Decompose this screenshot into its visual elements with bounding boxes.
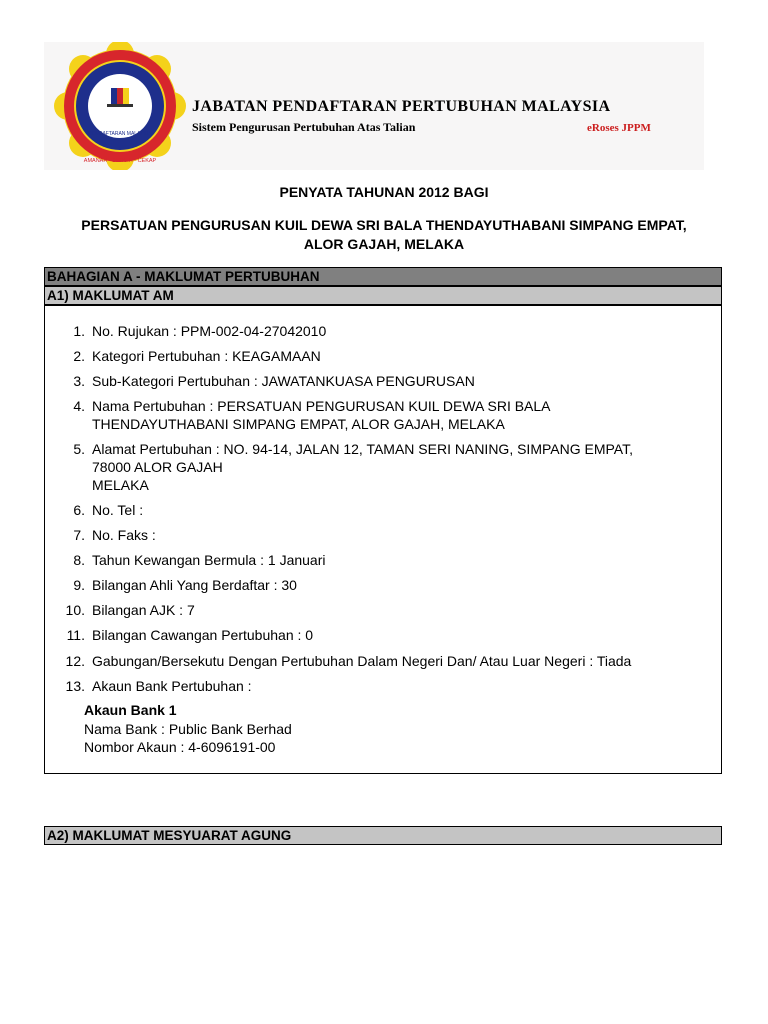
item-text: No. Faks : [92, 527, 156, 543]
item-number: 4. [73, 398, 85, 414]
item-number: 2. [73, 348, 85, 364]
header-banner [44, 42, 704, 170]
item-text: No. Tel : [92, 502, 144, 518]
item-text: Bilangan Ahli Yang Berdaftar : 30 [92, 577, 297, 593]
item-number: 1. [73, 323, 85, 339]
item-text: Akaun Bank Pertubuhan : [92, 678, 252, 694]
item-text: Bilangan Cawangan Pertubuhan : 0 [92, 627, 314, 643]
item-number: 13. [65, 678, 85, 694]
item-text: Gabungan/Bersekutu Dengan Pertubuhan Dalam Negeri Dan/ Atau Luar Negeri : Tiada [92, 653, 632, 669]
item-number: 3. [73, 373, 85, 389]
section-a1-header: A1) MAKLUMAT AM [44, 286, 722, 305]
item-text [92, 397, 707, 433]
item-text: Bilangan AJK : 7 [92, 602, 195, 618]
document-heading: PENYATA TAHUNAN 2012 BAGI [279, 184, 489, 200]
item-number: 12. [65, 653, 85, 669]
org-name: JABATAN PENDAFTARAN PERTUBUHAN MALAYSIA [192, 98, 611, 115]
item-text-line: MELAKA [92, 477, 149, 493]
item-number: 6. [73, 502, 85, 518]
bank-account-block [84, 701, 292, 757]
bank-name: Nama Bank : Public Bank Berhad [84, 720, 292, 737]
a1-content-box [44, 305, 722, 774]
item-text: Tahun Kewangan Bermula : 1 Januari [92, 552, 326, 568]
item-text-line: Alamat Pertubuhan : NO. 94-14, JALAN 12, TAMAN SERI NANING, SIMPANG EMPAT, [92, 441, 633, 457]
logo-ring-text: AMANAH · BERSIH · CEKAP [83, 158, 157, 164]
jppm-logo [54, 42, 186, 175]
document-title: PERSATUAN PENGURUSAN KUIL DEWA SRI BALA THENDAYUTHABANI SIMPANG EMPAT, ALOR GAJAH, MELAKA [81, 217, 687, 252]
bank-account-number: Nombor Akaun : 4-6096191-00 [84, 739, 276, 755]
item-number: 10. [65, 602, 85, 618]
item-number: 11. [66, 627, 85, 643]
item-number: 7. [73, 527, 85, 543]
item-number: 8. [73, 552, 85, 568]
item-text-line: THENDAYUTHABANI SIMPANG EMPAT, ALOR GAJAH, MELAKA [92, 416, 505, 432]
section-a2-header: A2) MAKLUMAT MESYUARAT AGUNG [44, 826, 722, 845]
bank-account-title: Akaun Bank 1 [84, 702, 177, 718]
section-a-header: BAHAGIAN A - MAKLUMAT PERTUBUHAN [44, 267, 722, 286]
logo-inner-text: PENDAFTARAN MALAYSIA [88, 131, 152, 137]
brand-label: eRoses JPPM [587, 122, 651, 134]
item-text: Sub-Kategori Pertubuhan : JAWATANKUASA PENGURUSAN [92, 373, 475, 389]
item-text: Kategori Pertubuhan : KEAGAMAAN [92, 348, 321, 364]
item-number: 9. [73, 577, 85, 593]
item-text-line: 78000 ALOR GAJAH [92, 459, 223, 475]
item-number: 5. [73, 441, 85, 457]
item-text: No. Rujukan : PPM-002-04-27042010 [92, 323, 327, 339]
system-name: Sistem Pengurusan Pertubuhan Atas Talian [192, 120, 416, 134]
item-text-line: Nama Pertubuhan : PERSATUAN PENGURUSAN KUIL DEWA SRI BALA [92, 398, 551, 414]
item-text [92, 440, 707, 494]
